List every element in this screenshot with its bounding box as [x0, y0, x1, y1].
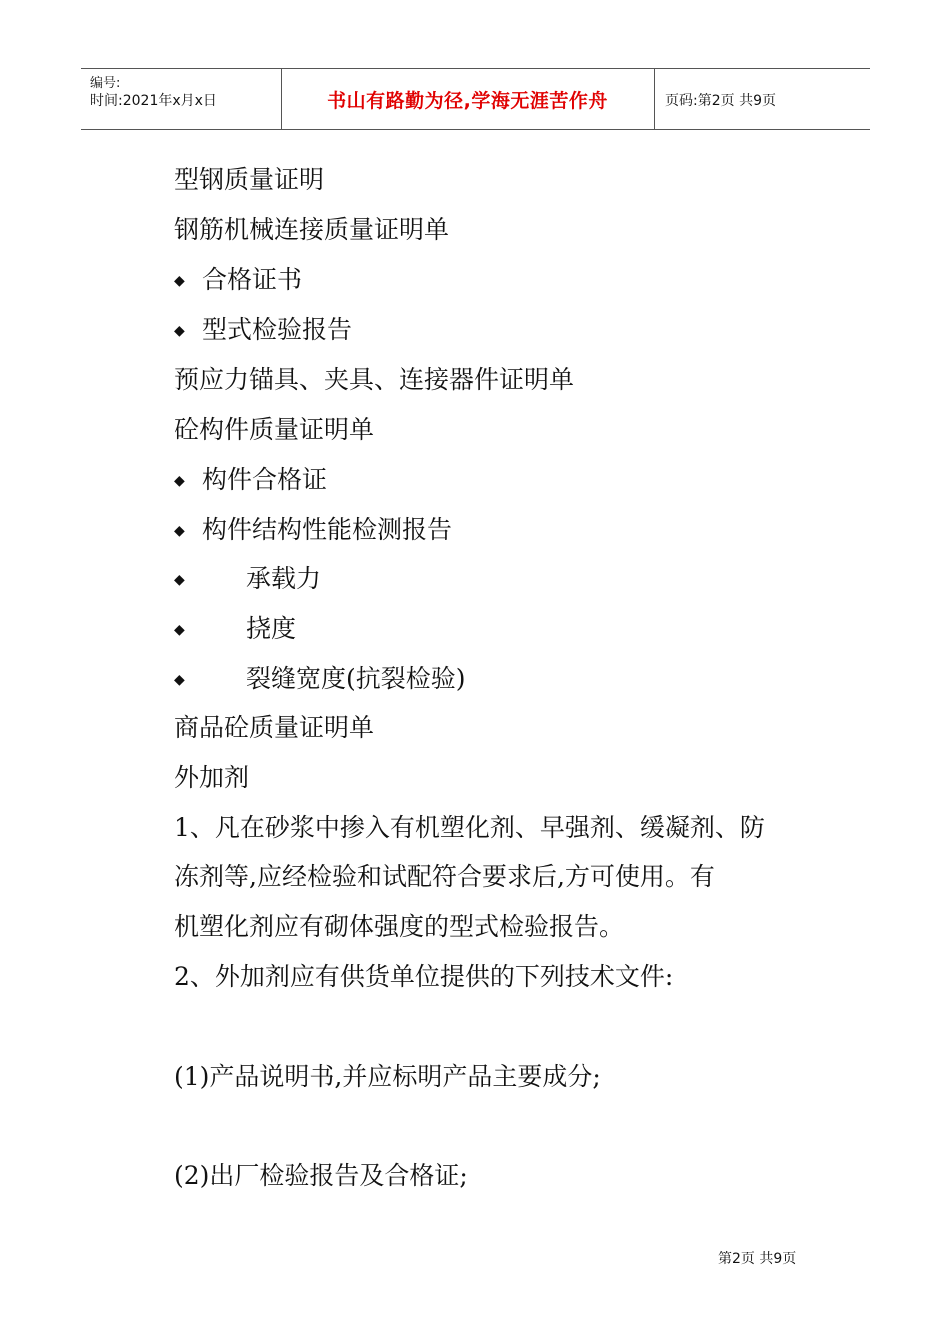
bullet-item-text: 挠度 — [246, 614, 297, 643]
serial-number-label: 编号: — [90, 76, 121, 91]
text-line: 外加剂 — [174, 763, 250, 792]
diamond-bullet-icon: ◆ — [174, 273, 185, 289]
footer-page-number: 第2页 共9页 — [718, 1251, 797, 1267]
diamond-bullet-icon: ◆ — [174, 323, 185, 339]
text-line: 2、外加剂应有供货单位提供的下列技术文件: — [174, 962, 674, 991]
header-motto: 书山有路勤为径,学海无涯苦作舟 — [327, 90, 608, 112]
bullet-item-text: 构件合格证 — [202, 465, 328, 494]
diamond-bullet-icon: ◆ — [174, 572, 185, 588]
bullet-item-text: 承载力 — [246, 564, 322, 593]
text-line: 冻剂等,应经检验和试配符合要求后,方可使用。有 — [174, 862, 715, 891]
bullet-item — [174, 265, 302, 296]
page-header — [81, 68, 870, 130]
text-line: 商品砼质量证明单 — [174, 713, 375, 742]
bullet-item — [174, 465, 327, 496]
text-line: 型钢质量证明 — [174, 165, 325, 194]
text-line: 钢筋机械连接质量证明单 — [174, 215, 450, 244]
header-motto-cell — [281, 69, 655, 129]
text-line: 砼构件质量证明单 — [174, 415, 375, 444]
text-line: (2)出厂检验报告及合格证; — [174, 1161, 468, 1190]
header-page-cell — [655, 69, 870, 129]
bullet-item-text: 合格证书 — [202, 265, 303, 294]
diamond-bullet-icon: ◆ — [174, 523, 185, 539]
text-line: 1、凡在砂浆中掺入有机塑化剂、早强剂、缓凝剂、防 — [174, 813, 765, 842]
header-page-number: 页码:第2页 共9页 — [665, 93, 776, 109]
diamond-bullet-icon: ◆ — [174, 473, 185, 489]
header-meta-cell — [81, 69, 282, 129]
bullet-item-text: 构件结构性能检测报告 — [202, 515, 453, 544]
text-line: 机塑化剂应有砌体强度的型式检验报告。 — [174, 912, 625, 941]
bullet-item — [174, 664, 466, 695]
diamond-bullet-icon: ◆ — [174, 672, 185, 688]
bullet-item-text: 裂缝宽度(抗裂检验) — [246, 664, 466, 693]
text-line: 预应力锚具、夹具、连接器件证明单 — [174, 365, 575, 394]
bullet-item — [174, 614, 296, 645]
bullet-item — [174, 515, 452, 546]
bullet-item-text: 型式检验报告 — [202, 315, 353, 344]
time-label: 时间:2021年x月x日 — [90, 93, 217, 109]
bullet-item — [174, 564, 321, 595]
bullet-item — [174, 315, 352, 346]
diamond-bullet-icon: ◆ — [174, 622, 185, 638]
text-line: (1)产品说明书,并应标明产品主要成分; — [174, 1062, 601, 1091]
